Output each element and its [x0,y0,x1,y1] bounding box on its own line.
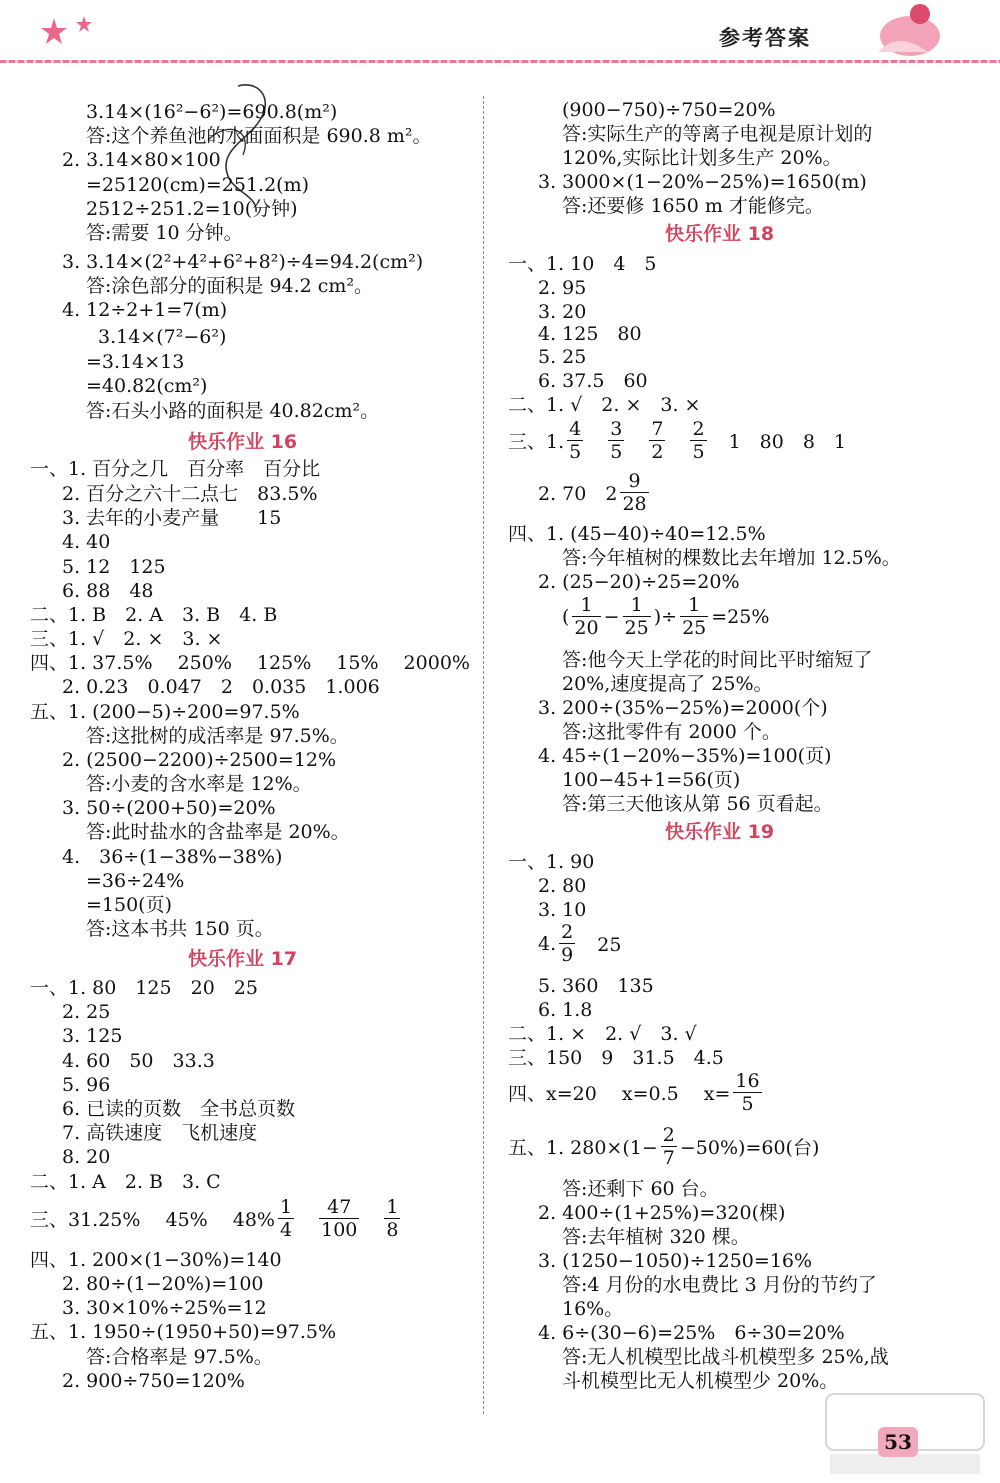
fraction: $\frac{2}{5}$ [692,418,705,463]
answer-line: 四、1. 37.5% 250% 125% 15% 2000% [30,652,470,674]
answer-line: 3. 10 [538,899,587,921]
answer-line: 四、1. (45−40)÷40=12.5% [508,523,766,545]
fraction-row-text [586,427,605,454]
answer-line: 答:今年植树的棵数比去年增加 12.5%。 [562,547,901,569]
fraction-row-right-si [508,1070,765,1115]
page-number: 53 [878,1427,918,1457]
fraction-row-text [627,427,646,454]
answer-line: 答:此时盐水的含盐率是 20%。 [86,821,350,843]
answer-line: 3.14×(7²−6²) [98,326,227,348]
fraction: $\frac{2}{9}$ [561,921,574,966]
fraction-row-text: 五、1. 280×(1− [508,1137,658,1159]
answer-line: 一、1. 10 4 5 [508,253,657,275]
answer-line: 二、1. √ 2. × 3. × [508,394,701,416]
answer-line: 7. 高铁速度 飞机速度 [62,1122,258,1144]
answer-line: 5. 25 [538,346,587,368]
answer-line: 答:合格率是 97.5%。 [86,1346,273,1368]
answer-line: 2. 0.23 0.047 2 0.035 1.006 [62,676,380,698]
answer-line: 2. 400÷(1+25%)=320(棵) [538,1202,786,1224]
answer-line: 答:实际生产的等离子电视是原计划的 [562,123,873,145]
fraction-row-text: ( [562,605,570,628]
section-heading: 快乐作业 18 [665,223,775,245]
answer-line: 3. (1250−1050)÷1250=16% [538,1250,813,1272]
answer-line: 4. 36÷(1−38%−38%) [62,846,283,868]
answer-line: (900−750)÷750=20% [562,99,776,121]
section-heading: 快乐作业 16 [188,431,298,453]
page-header [0,0,1000,66]
answer-line: 8. 20 [62,1146,111,1168]
star-decoration-icon [36,14,106,54]
girl-illustration-icon [858,0,948,58]
fraction-row-text: 三、1. [508,431,565,453]
answer-line: 答:这批零件有 2000 个。 [562,721,781,743]
answer-line: 答:石头小路的面积是 40.82cm²。 [86,400,380,422]
answer-line: 答:无人机模型比战斗机模型多 25%,战 [562,1346,889,1368]
answer-line: 2512÷251.2=10(分钟) [86,198,298,220]
answer-line: 2. 百分之六十二点七 83.5% [62,483,318,505]
answer-line: 四、1. 200×(1−30%)=140 [30,1249,282,1271]
answer-line: 4. 12÷2+1=7(m) [62,299,228,321]
fraction-row-text [362,1205,381,1232]
answer-line: 2. (25−20)÷25=20% [538,571,740,593]
fraction-row-left-san [30,1196,403,1241]
answer-line: 5. 12 125 [62,556,166,578]
answer-line: 6. 已读的页数 全书总页数 [62,1098,296,1120]
fraction: $\frac{1}{25}$ [624,594,649,639]
fraction-row-text: =25% [711,605,770,628]
answer-line: 100−45+1=56(页) [562,769,741,791]
fraction: $\frac{7}{2}$ [651,418,664,463]
answer-line: 三、150 9 31.5 4.5 [508,1047,724,1069]
fraction-row-text: 25 [578,934,622,956]
answer-line: 2. 80÷(1−20%)=100 [62,1273,264,1295]
answer-line: 2. 3.14×80×100 [62,149,221,171]
section-heading: 快乐作业 17 [188,948,298,970]
fraction-row-text: )÷ [653,605,678,628]
answer-line: 2. 80 [538,875,587,897]
answer-line: 答:涂色部分的面积是 94.2 cm²。 [86,275,374,297]
answer-line: 3.14×(16²−6²)=690.8(m²) [86,101,338,123]
fraction: $\frac{1}{25}$ [682,594,707,639]
fraction: $\frac{1}{20}$ [574,594,599,639]
answer-line: 一、1. 百分之几 百分率 百分比 [30,458,321,480]
fraction: $\frac{9}{28}$ [622,470,647,515]
answer-line: 答:小麦的含水率是 12%。 [86,773,312,795]
answer-line: =36÷24% [86,870,185,892]
fraction-row-text: −50%)=60(台) [679,1137,820,1159]
answer-line: 答:这本书共 150 页。 [86,918,274,940]
column-divider [483,96,484,1414]
answer-line: 3. 200÷(35%−25%)=2000(个) [538,697,828,719]
answer-line: 20%,速度提高了 25%。 [562,673,773,695]
answer-line: 答:第三天他该从第 56 页看起。 [562,793,833,815]
answer-line: 3. 3.14×(2²+4²+6²+8²)÷4=94.2(cm²) [62,251,424,273]
fraction-row-text [668,427,687,454]
answer-line: 6. 37.5 60 [538,370,648,392]
fraction: $\frac{1}{4}$ [280,1196,293,1241]
answer-line: 一、1. 80 125 20 25 [30,977,258,999]
answer-line: 二、1. × 2. √ 3. √ [508,1023,697,1045]
answer-line: 二、1. B 2. A 3. B 4. B [30,604,278,626]
answer-line: 三、1. √ 2. × 3. × [30,628,223,650]
answer-line: =40.82(cm²) [86,375,208,397]
answer-line: 答:4 月份的水电费比 3 月份的节约了 [562,1274,877,1296]
header-title: 参考答案 [719,26,811,50]
answer-line: 16%。 [562,1298,624,1320]
answer-line: 4. 45÷(1−20%−35%)=100(页) [538,745,832,767]
answer-line: 3. 30×10%÷25%=12 [62,1297,267,1319]
fraction-row-right-yi4 [538,921,621,966]
answer-line: 五、1. (200−5)÷200=97.5% [30,701,300,723]
answer-line: 2. 25 [62,1001,111,1023]
answer-line: 3. 去年的小麦产量 15 [62,507,282,529]
answer-line: 5. 360 135 [538,975,654,997]
fraction: $\frac{3}{5}$ [610,418,623,463]
fraction-row-text: 四、x=20 x=0.5 x= [508,1083,731,1105]
answer-line: 2. (2500−2200)÷2500=12% [62,749,337,771]
answer-line: =150(页) [86,894,173,916]
answer-line: 3. 3000×(1−20%−25%)=1650(m) [538,171,867,193]
answer-line: 3. 20 [538,301,587,323]
answer-line: 答:这批树的成活率是 97.5%。 [86,725,349,747]
answer-line: 一、1. 90 [508,851,595,873]
answer-line: 斗机模型比无人机模型少 20%。 [562,1370,839,1392]
answer-line: 答:需要 10 分钟。 [86,222,243,244]
answer-line: 答:还剩下 60 台。 [562,1178,719,1200]
answer-line: 二、1. A 2. B 3. C [30,1171,221,1193]
fraction-row-text: 1 80 8 1 [709,431,847,453]
answer-line: 2. 900÷750=120% [62,1370,245,1392]
answer-line: 6. 1.8 [538,999,593,1021]
answer-line: 6. 88 48 [62,580,154,602]
answer-line: 答:还要修 1650 m 才能修完。 [562,195,824,217]
fraction-row-text: − [603,605,620,628]
fraction-row-text: 三、31.25% 45% 48% [30,1209,275,1231]
fraction-row-text: 4. [538,932,557,955]
answer-line: 2. 95 [538,277,587,299]
fraction-row-right-san1 [508,418,846,463]
section-heading: 快乐作业 19 [665,821,775,843]
answer-line: 5. 96 [62,1074,111,1096]
answer-line: 3. 50÷(200+50)=20% [62,797,276,819]
fraction-row-text: 2. 70 2 [538,483,618,505]
fraction-row-right-san2 [538,470,652,515]
fraction: $\frac{4}{5}$ [569,418,582,463]
fraction: $\frac{47}{100}$ [321,1196,358,1241]
answer-line: 4. 40 [62,531,111,553]
answer-line: 答:去年植树 320 棵。 [562,1226,750,1248]
answer-line: 答:他今天上学花的时间比平时缩短了 [562,649,873,671]
header-divider [0,60,1000,63]
answer-line: 4. 60 50 33.3 [62,1050,215,1072]
answer-line: 答:这个养鱼池的水面面积是 690.8 m²。 [86,125,432,147]
answer-line: =25120(cm)=251.2(m) [86,174,309,196]
fraction: $\frac{16}{5}$ [735,1070,760,1115]
answer-line: 3. 125 [62,1025,123,1047]
answer-line: 4. 6÷(30−6)=25% 6÷30=20% [538,1322,845,1344]
fraction-row-text [297,1205,316,1232]
answer-line: 4. 125 80 [538,323,642,345]
answer-line: =3.14×13 [86,351,185,373]
fraction: $\frac{2}{7}$ [662,1124,675,1169]
fraction-row-right-wu1 [508,1124,819,1169]
fraction-row-right-q2b [562,594,769,639]
fraction: $\frac{1}{8}$ [386,1196,399,1241]
answer-line: 五、1. 1950÷(1950+50)=97.5% [30,1321,336,1343]
answer-line: 120%,实际比计划多生产 20%。 [562,147,842,169]
